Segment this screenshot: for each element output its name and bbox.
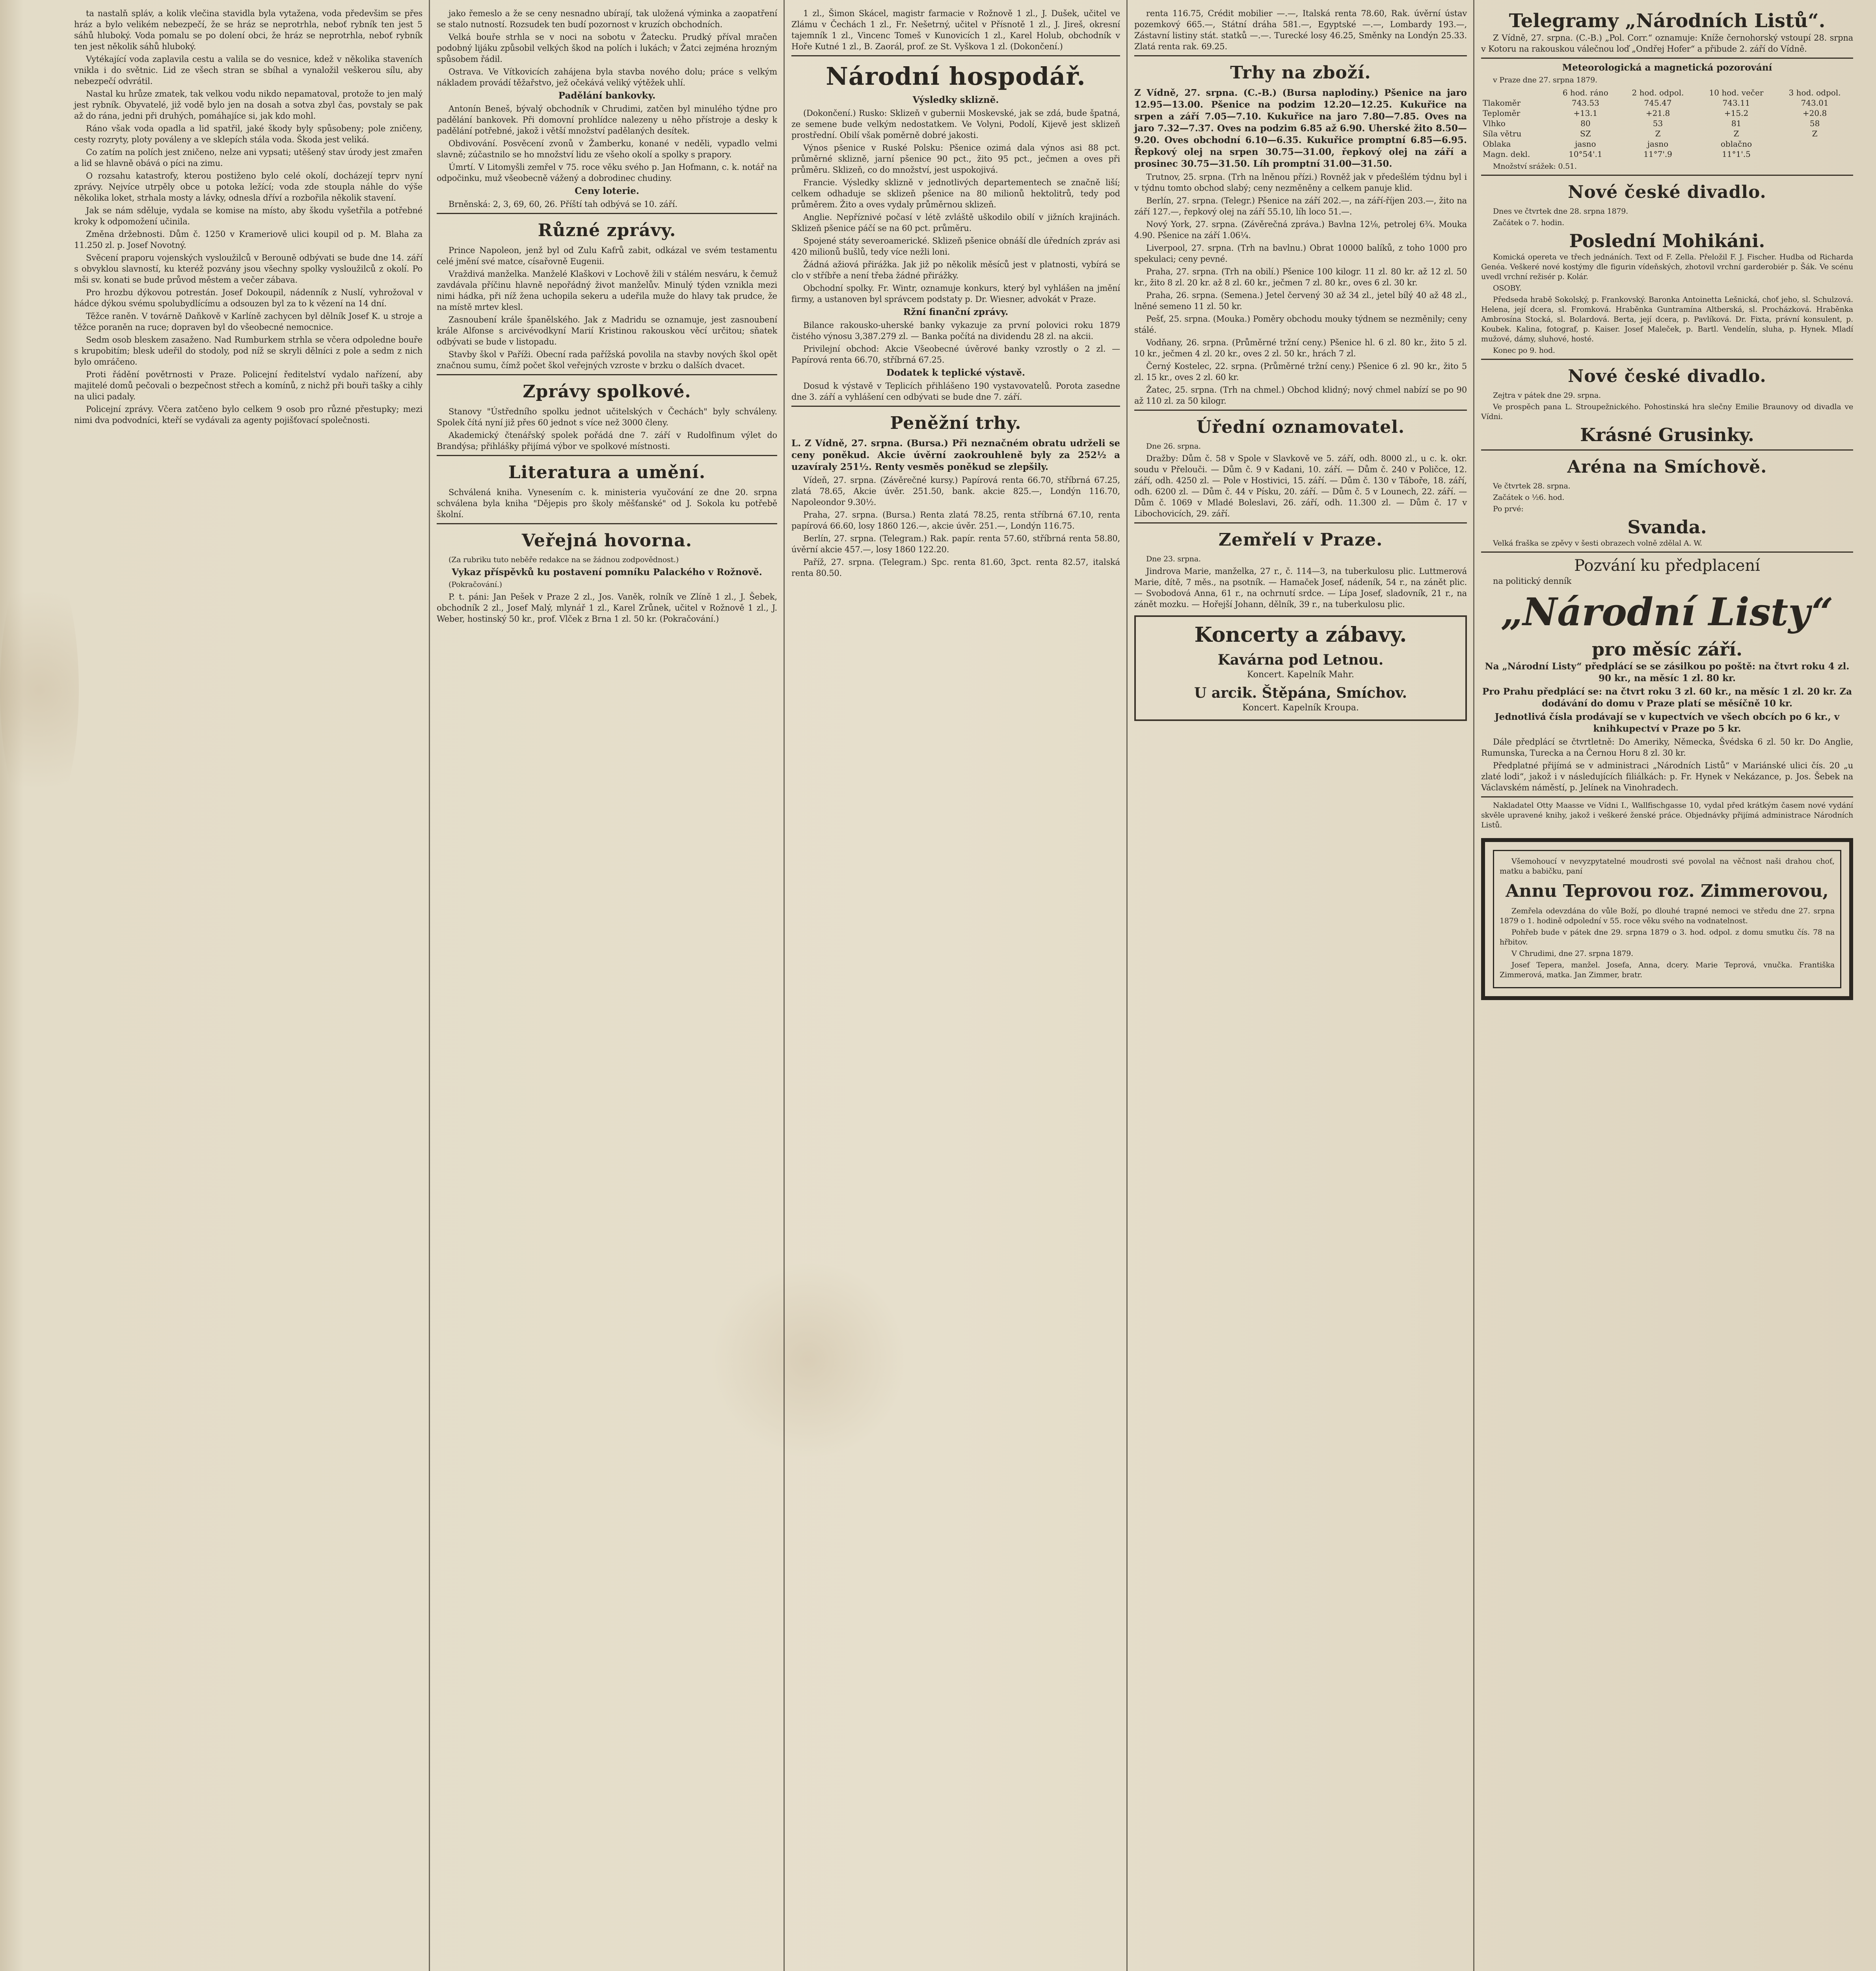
telegrams-heading: Telegramy „Národních Listů“. <box>1509 10 1826 32</box>
news-item: Sedm osob bleskem zasaženo. Nad Rumburkem strhla se včera odpoledne bouře s krupobitím; blesk udeřil do stodoly, pod níž se skryli dělníci z pole a sedm z nich bylo omráčeno. <box>74 335 422 367</box>
meteo-row <box>1481 129 1853 139</box>
arena-play: Svanda. <box>1627 516 1707 538</box>
meteo-cell: 58 <box>1809 119 1820 128</box>
obituary-signers: Josef Tepera, manžel. Josefa, Anna, dcery. Marie Teprová, vnučka. Františka Zimmerová, matka. Jan Zimmer, bratr. <box>1500 961 1835 979</box>
article-text: Ostrava. Ve Vítkovicích zahájena byla stavba nového dolu; práce s velkým nákladem provádí těžařstvo, jež očekává veliký výtěžek uhlí. <box>437 67 777 88</box>
divider <box>437 213 777 214</box>
official-notices: Dražby: Dům č. 58 v Spole v Slavkově ve 5. září, odh. 8000 zl., u c. k. okr. soudu v Přelouči. — Dům č. 9 v Kadani, 10. září. — Dům č. 240 v Poličce, 12. září, odh. 4250 zl. — Pole v Hostivici, 15. září. — Dům č. 130 v Táboře, 18. září, odh. 6200 zl. — Dům č. 44 v Písku, 20. září. — Dům č. 5 v Lounech, 22. září. — Dům č. 1069 v Mladé Boleslavi, 26. září, odh. 11.300 zl. — Dům č. 17 v Libochovicích, 29. září. <box>1134 454 1467 518</box>
theatre-date: Zejtra v pátek dne 29. srpna. <box>1493 391 1601 400</box>
meteo-row <box>1481 108 1853 118</box>
meteo-cell: oblačno <box>1720 139 1752 149</box>
theatre-end: Konec po 9. hod. <box>1493 346 1555 355</box>
market-report: Černý Kostelec, 22. srpna. (Průměrné tržní ceny.) Pšenice 6 zl. 90 kr., žito 5 zl. 15 kr., oves 2 zl. 60 kr. <box>1134 361 1467 382</box>
theatre-play: Poslední Mohikáni. <box>1569 230 1765 251</box>
subheading: Ržní finanční zprávy. <box>903 307 1009 317</box>
meteo-header-cell: 3 hod. odpol. <box>1789 88 1841 97</box>
meteo-row <box>1481 149 1853 159</box>
obituary-inner <box>1493 850 1841 988</box>
article-text: (Dokončení.) Rusko: Sklizeň v gubernii Moskevské, jak se zdá, bude špatná, ze semene bude velkým nedostatkem. Ve Volyni, Podolí, Kijevě jest sklizeň prostřední. Obilí však poměrně dobré jakosti. <box>791 108 1120 140</box>
ad-detail: Koncert. Kapelník Mahr. <box>1247 670 1355 680</box>
meteo-cell: Oblaka <box>1483 139 1511 149</box>
editorial-note: (Za rubriku tuto neběře redakce na se žádnou zodpovědnost.) <box>449 555 679 564</box>
theatre-description: Komická opereta ve třech jednáních. Text od F. Zella. Přeložil F. J. Fischer. Hudba od Richarda Genéa. Veškeré nové kostýmy dle figurin vídeňských, zhotovil vrchní garderobiér p. Šák. Ve scénu uvedl vrchní režisér p. Kolár. <box>1481 253 1853 281</box>
theatre-cast: Předseda hrabě Sokolský, p. Frankovský. Baronka Antoinetta Lešnická, choť jeho, sl. Schulzová. Helena, její dcera, sl. Fromková. Hraběnka Guntramína Altberská, sl. Procházková. Hraběnka Ambrosína Stocká, sl. Bolardová. Berta, její dcera, p. Pavlíková. Dr. Fixta, právní konsulent, p. Koubek. Kalina, fotograf, p. Kaiser. Josef Maleček, p. Bartl. Vendelín, sluha, p. Hynek. Mladí mužové, dámy, sluhové, hosté. <box>1481 295 1853 343</box>
obituary-place-date: V Chrudimi, dne 27. srpna 1879. <box>1511 949 1633 958</box>
article-text: Obchodní spolky. Fr. Wintr, oznamuje konkurs, který byl vyhlášen na jmění firmy, a ustanoven byl správcem podstaty p. Dr. Wiesner, advokát v Praze. <box>791 283 1120 304</box>
article-text: Dosud k výstavě v Teplicích přihlášeno 190 vystavovatelů. Porota zasedne dne 3. září a vyhlášení cen odbývati se bude dne 7. září. <box>791 381 1120 402</box>
column-4 <box>1127 0 1474 1971</box>
meteo-cell <box>1776 139 1853 149</box>
section-heading: Zemřelí v Praze. <box>1218 530 1383 550</box>
meteo-cell: Teploměr <box>1483 108 1521 118</box>
divider <box>437 374 777 375</box>
news-item: Vraždivá manželka. Manželé Klaškovi v Lochově žili v stálém nesváru, k čemuž zavdávala příčinu hlavně nepořádný život manželův. Minulý týden vznikla mezi nimi hádka, při níž žena uchopila sekeru a udeřila muže do hlavy tak prudce, že na místě mrtev klesl. <box>437 269 777 312</box>
theatre-heading: Nové české divadlo. <box>1568 366 1766 386</box>
meteo-cell: 11°1'.5 <box>1722 149 1751 159</box>
section-heading: Peněžní trhy. <box>890 413 1022 433</box>
meteo-cell: +13.1 <box>1573 108 1598 118</box>
section-heading: Veřejná hovorna. <box>521 531 692 551</box>
column-1 <box>67 0 430 1971</box>
subheading: Ceny loterie. <box>575 186 639 196</box>
market-report: Pešť, 25. srpna. (Mouka.) Poměry obchodu mouky týdnem se nezměnily; ceny stálé. <box>1134 314 1467 335</box>
news-item: Svěcení praporu vojenských vysloužilců v Berouně odbývati se bude dne 14. září s obvyklou slavností, ku kteréž pozvány jsou všechny spolky vysloužilců z okolí. Po mši sv. konati se bude průvod městem a večer zábava. <box>74 253 422 285</box>
news-item: Změna držebnosti. Dům č. 1250 v Krameriově ulici koupil od p. M. Blaha za 11.250 zl. p. Josef Novotný. <box>74 229 422 250</box>
news-item: Proti řádění povětrnosti v Praze. Policejní ředitelství vydalo nařízení, aby majitelé domů pečovali o bezpečnost střech a komínů, z nichž při bouři tašky a cihly na ulici padaly. <box>74 370 422 401</box>
meteo-heading: Meteorologická a magnetická pozorování <box>1562 62 1772 73</box>
article-text: Antonín Beneš, bývalý obchodník v Chrudimi, zatčen byl minulého týdne pro padělání bankovek. Při domovní prohlídce nalezeny u něho přístroje a desky k padělání potřebné, jakož i větší množství padělaných desítek. <box>437 104 777 136</box>
meteo-table <box>1481 88 1853 159</box>
donor-list: 1 zl., Šimon Skácel, magistr farmacie v Rožnově 1 zl., J. Dušek, učitel ve Zlámu v Čechách 1 zl., Fr. Nešetrný, učitel v Přísnotě 1 zl., J. Jireš, okresní tajemník 1 zl., Vincenc Tomeš v Kunovicích 1 zl., Karel Holub, obchodník v Hoře Kutné 1 zl., B. Zaorál, prof. ze St. Vyškova 1 zl. (Dokončení.) <box>791 9 1120 51</box>
meteo-cell: jasno <box>1647 139 1669 149</box>
meteo-cell: 743.01 <box>1801 98 1829 108</box>
article-text: Anglie. Nepříznivé počasí v létě zvláště uškodilo obilí v jižních krajinách. Sklizeň pšenice páčí se na 60 pct. průměru. <box>791 212 1120 233</box>
meteo-cell: Síla větru <box>1483 129 1522 138</box>
telegram-text: Z Vídně, 27. srpna. (C.-B.) „Pol. Corr.“ oznamuje: Kníže černohorský vstoupí 28. srpna v Kotoru na rakouskou válečnou loď „Ondřej Hofer“ a přibude 2. září do Vídně. <box>1481 33 1853 54</box>
divider <box>437 455 777 456</box>
arena-heading: Aréna na Smíchově. <box>1567 457 1767 477</box>
concerts-ad-box <box>1134 615 1467 721</box>
market-report: Praha, 27. srpna. (Trh na obilí.) Pšenice 100 kilogr. 11 zl. 80 kr. až 12 zl. 50 kr., žito 8 zl. 20 kr. až 8 zl. 60 kr., ječmen 7 zl. 80 kr., oves 6 zl. 30 kr. <box>1134 267 1467 287</box>
divider <box>791 55 1120 56</box>
meteo-cell: 10°54'.1 <box>1569 149 1602 159</box>
section-heading: Národní hospodář. <box>826 62 1086 91</box>
ad-detail: Koncert. Kapelník Kroupa. <box>1242 703 1359 713</box>
article-text: ta nastalň spláv, a kolik vlečina stavidla byla vytažena, voda předevšim se přes hráz a bylo velikém nebezpečí, že se hráz se neprotrhla, neboť rybník ten jest 5 sáhů hluboký. Voda pomalu se po dolení obci, že hráz se neprotrhla, neboť rybník ten jest několik sáhů hluboký. <box>74 9 422 51</box>
meteo-cell: Tlakoměr <box>1483 98 1521 108</box>
market-report: Trutnov, 25. srpna. (Trh na lněnou přízi.) Rovněž jak v předešlém týdnu byl i v týdnu tomto obchod slabý; ceny nezměněny a celkem panuje klid. <box>1134 172 1467 193</box>
obituary-text: Zemřela odevzdána do vůle Boží, po dlouhé trapné nemoci ve středu dne 27. srpna 1879 o 1. hodině odpolední v 55. roce věku svého na vodnatelnost. <box>1500 907 1835 925</box>
subscription-terms: Pro Prahu předplácí se: na čtvrt roku 3 zl. 60 kr., na měsíc 1 zl. 20 kr. Za dodávání do domu v Praze platí se měsíčně 10 kr. <box>1482 686 1852 709</box>
section-heading: Různé zprávy. <box>538 220 676 240</box>
meteo-cell: 745.47 <box>1644 98 1672 108</box>
column-2 <box>430 0 784 1971</box>
article-text: O rozsahu katastrofy, kterou postiženo bylo celé okolí, docházejí teprv nyní zprávy. Nejvíce utrpěly obce u potoka ležící; voda zde stoupla náhle do výše několika loket, strhala mosty a lávky, odnesla dříví a rozbořila několik stavení. <box>74 171 422 203</box>
divider <box>1481 359 1853 360</box>
date-line: Dne 26. srpna. <box>1146 442 1201 451</box>
column-5 <box>1474 0 1860 1971</box>
meteo-cell: 743.53 <box>1571 98 1599 108</box>
subscription-invite: Pozvání ku předplacení <box>1574 557 1760 575</box>
subheading: Dodatek k teplické výstavě. <box>886 367 1025 378</box>
subscription-subtitle: na politický denník <box>1493 576 1571 586</box>
theatre-play: Krásné Grusinky. <box>1580 424 1754 445</box>
divider <box>1481 449 1853 451</box>
deaths-list: Jindrova Marie, manželka, 27 r., č. 114—3, na tuberkulosu plic. Luttmerová Marie, dítě, 7 měs., na psotník. — Hamaček Josef, nádeník, 54 r., na zánět plic. — Svobodová Anna, 61 r., na ochrnutí srdce. — Lípa Josef, sladovník, 21 r., na zánět mozku. — Hořejší Johann, dělník, 39 r., na tuberkulosu plic. <box>1134 566 1467 609</box>
arena-date: Ve čtvrtek 28. srpna. <box>1493 482 1571 490</box>
article-text: Spojené státy severoamerické. Sklizeň pšenice obnáší dle úředních zpráv asi 420 milionů bušlů, tedy více nežli loni. <box>791 236 1120 257</box>
divider <box>437 523 777 524</box>
meteo-table-header <box>1481 88 1853 98</box>
theatre-date: Dnes ve čtvrtek dne 28. srpna 1879. <box>1493 207 1628 216</box>
article-text: jako řemeslo a že se ceny nesnadno ubírají, tak uložená výminka a zaopatření se stalo nutností. Rozsudek ten budí pozornost v kruzích obchodních. <box>437 9 777 29</box>
divider <box>1481 58 1853 59</box>
market-report: Nový York, 27. srpna. (Závěrečná zpráva.) Bavlna 12⅛, petrolej 6¾. Mouka 4.90. Pšenice na září 1.06¼. <box>1134 220 1467 240</box>
news-item: Pro hrozbu dýkovou potrestán. Josef Dokoupil, nádenník z Nuslí, vyhrožoval v hádce dýkou svému spolubydlícímu a odsouzen byl za to k vězení na 14 dní. <box>74 288 422 308</box>
news-item: Zasnoubení krále španělského. Jak z Madridu se oznamuje, jest zasnoubení krále Alfonse s arcivévodkyní Marií Kristinou rakouskou věcí určitou; sňatek odbývati se bude v listopadu. <box>437 315 777 347</box>
article-text: Bilance rakousko-uherské banky vykazuje za první polovici roku 1879 čistého výnosu 3,387.279 zl. — Banka počítá na dividendu 28 zl. na akcii. <box>791 320 1120 341</box>
divider <box>1134 522 1467 523</box>
news-item: Policejní zprávy. Včera zatčeno bylo celkem 9 osob pro různé přestupky; mezi nimi dva podvodníci, kteří se vydávali za agenty pojišťovací společnosti. <box>74 404 422 425</box>
subheading: Vykaz příspěvků ku postavení pomníku Palackého v Rožnově. <box>452 567 762 578</box>
market-lead: Z Vídně, 27. srpna. (C.-B.) (Bursa naplodiny.) Pšenice na jaro 12.95—13.00. Pšenice na podzim 12.20—12.25. Kukuřice na srpen a září 7.05—7.10. Kukuřice na jaro 7.80—7.85. Oves na jaro 7.32—7.37. Oves na podzim 6.85 až 6.90. Uherské žito 8.50—9.20. Oves obchodní 6.10—6.35. Kukuřice promptní 6.85—6.95. Řepkový olej na srpen 30.75—31.00, řepkový olej na září a prosinec 30.75—31.50. Líh promptní 31.00—31.50. <box>1134 88 1467 169</box>
divider <box>1134 55 1467 56</box>
section-heading: Zprávy spolkové. <box>523 382 691 402</box>
meteo-cell: Magn. dekl. <box>1483 149 1530 159</box>
theatre-heading: Nové české divadlo. <box>1568 182 1766 202</box>
news-item: Těžce raněn. V továrně Daňkově v Karlíně zachycen byl dělník Josef K. u stroje a těžce poraněn na ruce; dopraven byl do všeobecné nemocnice. <box>74 311 422 332</box>
arena-description: Velká fraška se zpěvy v šesti obrazech volně zdělal A. W. <box>1493 539 1703 548</box>
ad-venue: U arcik. Štěpána, Smíchov. <box>1194 685 1407 701</box>
theatre-description: Ve prospěch pana L. Stroupežnického. Pohostinská hra slečny Emilie Braunovy od divadla ve Vídni. <box>1481 402 1853 421</box>
meteo-row <box>1481 118 1853 129</box>
ad-title: Koncerty a zábavy. <box>1194 623 1407 647</box>
lottery-results: Brněnská: 2, 3, 69, 60, 26. Příští tah odbývá se 10. září. <box>449 199 677 209</box>
obituary-name: Annu Teprovou roz. Zimmerovou, <box>1506 881 1829 901</box>
meteo-cell: 80 <box>1580 119 1591 128</box>
obituary-funeral: Pohřeb bude v pátek dne 29. srpna 1879 o 3. hod. odpol. z domu smutku čís. 78 na hřbitov. <box>1500 928 1835 946</box>
ad-venue: Kavárna pod Letnou. <box>1217 652 1384 668</box>
meteo-cell: +15.2 <box>1724 108 1749 118</box>
arena-first: Po prvé: <box>1493 505 1524 513</box>
meteo-cell: Z <box>1655 129 1661 138</box>
meteo-header-cell <box>1481 88 1552 98</box>
meteo-cell: Z <box>1812 129 1818 138</box>
divider <box>1481 551 1853 553</box>
divider <box>791 406 1120 407</box>
market-report: Vodňany, 26. srpna. (Průměrné tržní ceny.) Pšenice hl. 6 zl. 80 kr., žito 5 zl. 10 kr., ječmen 4 zl. 20 kr., oves 2 zl. 50 kr., hrách 7 zl. <box>1134 338 1467 358</box>
obituary-box <box>1481 838 1853 1000</box>
article-text: Velká bouře strhla se v noci na sobotu v Žatecku. Prudký příval mračen podobný lijáku způsobil velkých škod na polích i lukách; v Žatci zejména hrozným spůsobem řádil. <box>437 32 777 64</box>
meteo-header-cell: 2 hod. odpol. <box>1632 88 1684 97</box>
subscription-terms: Předplatné přijímá se v administraci „Národních Listů“ v Mariánské ulici čís. 20 „u zlaté lodi“, jakož i v následujících filiálkách: p. Fr. Hynek v Nekázance, p. Jos. Šebek na Václavském náměstí, p. Jelínek na Vinohradech. <box>1481 761 1853 792</box>
publisher-ad: Nakladatel Otty Maasse ve Vídni I., Wallfischgasse 10, vydal před krátkým časem nové vydání skvěle upravené knihy, jakož i veškeré ženské práce. Objednávky přijímá administrace Národních Listů. <box>1481 801 1853 829</box>
market-report: Berlín, 27. srpna. (Telegram.) Rak. papír. renta 57.60, stříbrná renta 58.80, úvěrní akcie 457.—, losy 1860 122.20. <box>791 534 1120 554</box>
date-line: Dne 23. srpna. <box>1146 555 1201 563</box>
meteo-cell: SZ <box>1580 129 1591 138</box>
theatre-cast-heading: OSOBY. <box>1493 284 1522 292</box>
market-report: renta 116.75, Crédit mobilier —.—, Italská renta 78.60, Rak. úvěrní ústav pozemkový 665.—, Státní dráha 581.—, Egyptské —.—, Lombardy 193.—, Zástavní listiny stát. statků —.—. Turecké losy 46.25, Směnky na Londýn 25.33. Zlatá renta rak. 69.25. <box>1134 9 1467 51</box>
meteo-rain: Množství srážek: 0.51. <box>1493 162 1577 171</box>
market-report: Praha, 27. srpna. (Bursa.) Renta zlatá 78.25, renta stříbrná 67.10, renta papírová 66.60, losy 1860 126.—, akcie úvěr. 251.—, Londýn 116.75. <box>791 510 1120 531</box>
article-text: Ráno však voda opadla a lid spatřil, jaké škody byly spůsobeny; pole zničeny, cesty rozryty, ploty pováleny a ve sklepích stála voda. Škoda jest veliká. <box>74 124 422 144</box>
market-report: Paříž, 27. srpna. (Telegram.) Spc. renta 81.60, 3pct. renta 82.57, italská renta 80.50. <box>791 557 1120 578</box>
article-text: Privilejní obchod: Akcie Všeobecné úvěrové banky vzrostly o 2 zl. — Papírová renta 66.70, stříbrná 67.25. <box>791 344 1120 365</box>
section-heading: Literatura a umění. <box>508 462 706 483</box>
meteo-date: v Praze dne 27. srpna 1879. <box>1493 76 1597 84</box>
meteo-cell: 11°7'.9 <box>1643 149 1672 159</box>
article-text: Výnos pšenice v Ruské Polsku: Pšenice ozimá dala výnos asi 88 pct. průměrné sklizně, jarní pšenice 90 pct., žito 95 pct., ječmen a oves při průměru. Sklizeň, co do množství, jest uspokojivá. <box>791 143 1120 175</box>
arena-start: Začátek o ½6. hod. <box>1493 493 1565 502</box>
news-item: Stavby škol v Paříži. Obecní rada pařížská povolila na stavby nových škol opět značnou sumu, čímž počet škol veřejných vzroste v brzku o dalších dvacet. <box>437 350 777 370</box>
subscription-terms: Na „Národní Listy“ předplácí se se zásilkou po poště: na čtvrt roku 4 zl. 90 kr., na měsíc 1 zl. 80 kr. <box>1485 661 1850 684</box>
continuation-note: (Pokračování.) <box>449 580 502 589</box>
meteo-header-cell: 6 hod. ráno <box>1562 88 1608 97</box>
meteo-cell: Vlhko <box>1483 119 1506 128</box>
obituary-intro: Všemohoucí v nevyzpytatelné moudrosti své povolal na věčnost naši drahou choť, matku a babičku, paní <box>1500 857 1835 876</box>
section-heading: Úřední oznamovatel. <box>1196 417 1405 437</box>
article-text: Jak se nám sděluje, vydala se komise na místo, aby škodu vyšetřila a potřebné kroky k odpomožení učinila. <box>74 206 422 226</box>
news-item: Prince Napoleon, jenž byl od Zulu Kafrů zabit, odkázal ve svém testamentu celé jmění své matce, císařovně Eugenii. <box>437 246 777 266</box>
article-text: Obdivování. Posvěcení zvonů v Žamberku, konané v neděli, vypadlo velmi slavně; zúčastnilo se ho množství lidu ze všeho okolí a spolky s prapory. <box>437 139 777 159</box>
market-lead: L. Z Vídně, 27. srpna. (Bursa.) Při neznačném obratu udrželi se ceny poněkud. Akcie úvěrní zaokrouhleně byly za 252½ a uzavíraly 251½. Renty vesměs poněkud se zlepšily. <box>791 438 1120 472</box>
meteo-cell: 53 <box>1653 119 1663 128</box>
meteo-cell: Z <box>1733 129 1739 138</box>
meteo-cell: +20.8 <box>1802 108 1827 118</box>
subscription-terms: Jednotlivá čísla prodávají se v kupectvích ve všech obcích po 6 kr., v knihkupectví v Praze po 5 kr. <box>1494 712 1840 734</box>
column-3 <box>784 0 1127 1971</box>
newspaper-name: „Národní Listy“ <box>1501 590 1833 634</box>
subscription-month: pro měsíc září. <box>1591 639 1743 660</box>
donor-list: P. t. páni: Jan Pešek v Praze 2 zl., Jos. Vaněk, rolník ve Zlíně 1 zl., J. Šebek, obchodník 2 zl., Josef Malý, mlynář 1 zl., Karel Zrůnek, učitel v Rožnově 1 zl., J. Weber, hostinský 50 kr., prof. Vlček z Brna 1 zl. 50 kr. (Pokračování.) <box>437 592 777 624</box>
meteo-cell: +21.8 <box>1645 108 1670 118</box>
article-text: Úmrtí. V Litomyšli zemřel v 75. roce věku svého p. Jan Hofmann, c. k. notář na odpočinku, muž všeobecně vážený a dobrodinec chudiny. <box>437 162 777 183</box>
article-text: Francie. Výsledky sklizně v jednotlivých departementech se značně liší; celkem odhaduje se sklizeň pšenice na 80 milionů hektolitrů, tedy pod průměrem. Žito a oves vydaly průměrnou sklizeň. <box>791 178 1120 209</box>
subheading: Výsledky sklizně. <box>912 95 999 105</box>
market-report: Žatec, 25. srpna. (Trh na chmel.) Obchod klidný; nový chmel nabízí se po 90 až 110 zl. za 50 kilogr. <box>1134 385 1467 406</box>
meteo-row <box>1481 139 1853 149</box>
meteo-cell <box>1776 149 1853 159</box>
market-report: Praha, 26. srpna. (Semena.) Jetel červený 30 až 34 zl., jetel bílý 40 až 48 zl., lněné semeno 11 zl. 50 kr. <box>1134 291 1467 311</box>
market-report: Liverpool, 27. srpna. (Trh na bavlnu.) Obrat 10000 balíků, z toho 1000 pro spekulaci; ceny pevné. <box>1134 243 1467 264</box>
subscription-terms: Dále předplácí se čtvrtletně: Do Ameriky, Německa, Švédska 6 zl. 50 kr. Do Anglie, Rumunska, Turecka a na Černou Horu 8 zl. 30 kr. <box>1481 737 1853 758</box>
section-heading: Trhy na zboží. <box>1230 63 1371 83</box>
article-text: Vytékající voda zaplavila cestu a valila se do vesnice, kdež v několika staveních vnikla i do světnic. Lid ze všech stran se sbíhal a vynaložil veškerou sílu, aby nebezpečí odvrátil. <box>74 54 422 86</box>
article-text: Žádná ažiová přirážka. Jak již po několik měsíců jest v platnosti, vybírá se clo v stříbře a není třeba žádné přirážky. <box>791 260 1120 280</box>
market-report: Berlín, 27. srpna. (Telegr.) Pšenice na září 202.—, na září-říjen 203.—, žito na září 127.—, řepkový olej na září 55.10, líh loco 51.—. <box>1134 196 1467 216</box>
divider <box>1481 796 1853 797</box>
article-text: Co zatím na polích jest zničeno, nelze ani vypsati; utěšený stav úrody jest zmařen a lid se hlavně obává o píci na zimu. <box>74 147 422 168</box>
subheading: Padělání bankovky. <box>558 90 656 101</box>
theatre-start: Začátek o 7. hodin. <box>1493 218 1564 227</box>
news-item: Akademický čtenářský spolek pořádá dne 7. září v Rudolfinum výlet do Brandýsa; přihlášky přijímá výbor ve spolkové místnosti. <box>437 430 777 451</box>
news-item: Stanovy "Ústředního spolku jednot učitelských v Čechách" byly schváleny. Spolek čítá nyní již přes 60 jednot s více než 3000 členy. <box>437 407 777 427</box>
meteo-cell: jasno <box>1575 139 1596 149</box>
news-item: Schválená kniha. Vynesením c. k. ministeria vyučování ze dne 20. srpna schválena byla kniha "Dějepis pro školy měšťanské" od J. Sokola ku potřebě školní. <box>437 488 777 519</box>
meteo-row <box>1481 98 1853 108</box>
meteo-cell: 743.11 <box>1722 98 1750 108</box>
market-report: Vídeň, 27. srpna. (Závěrečné kursy.) Papírová renta 66.70, stříbrná 67.25, zlatá 78.65, Akcie úvěr. 251.50, bank. akcie 825.—, Londýn 116.70, Napoleondor 9.30½. <box>791 475 1120 507</box>
divider <box>1134 410 1467 411</box>
meteo-cell: 81 <box>1731 119 1742 128</box>
meteo-header-cell: 10 hod. večer <box>1709 88 1764 97</box>
article-text: Nastal ku hrůze zmatek, tak velkou vodu nikdo nepamatoval, protože to jen malý jest rybník. Obyvatelé, již vodě bylo jen na dosah a sotva zbyl čas, povstaly se pak až do rána, jedni při druhých, pomáhajíce si, jak kdo mohl. <box>74 89 422 121</box>
divider <box>1481 175 1853 176</box>
